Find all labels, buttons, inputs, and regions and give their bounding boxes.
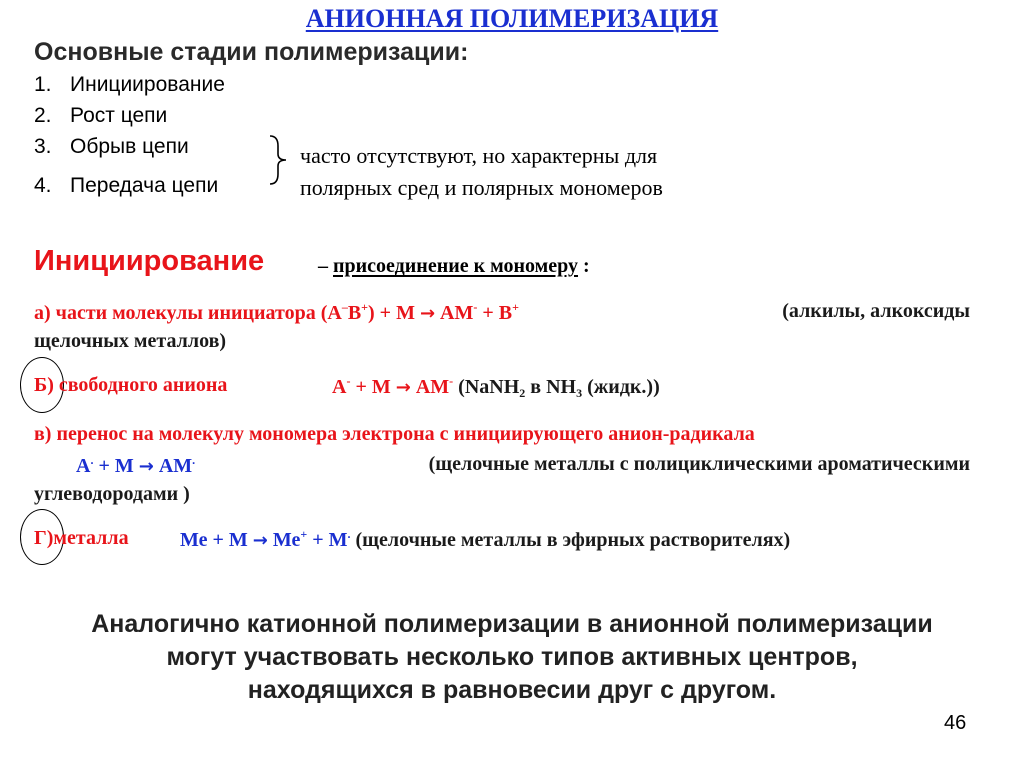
slide-title: АНИОННАЯ ПОЛИМЕРИЗАЦИЯ — [305, 4, 719, 33]
eq-part: А — [76, 455, 91, 477]
stage-label: Рост цепи — [70, 104, 168, 127]
note-part: в NH — [525, 376, 577, 398]
eq-part: Ме + М — [180, 529, 248, 551]
initiation-heading: Инициирование — [34, 245, 265, 277]
item-c-line3: углеводородами ) — [34, 483, 190, 505]
subscript: 2 — [519, 386, 526, 400]
arrow-right-icon: → — [419, 303, 436, 324]
stage-label: Инициирование — [70, 73, 225, 96]
colon: : — [578, 255, 590, 277]
item-b-equation: А- + М → АМ- (NaNH$_2$ в $NH_3$ (жидк.)) — [332, 374, 660, 400]
item-d-equation: Ме + М → Ме+ + М. (щелочные металлы в эфирных растворителях) — [180, 527, 791, 551]
item-a-line2: щелочных металлов) — [34, 330, 227, 352]
item-d-text: металла — [53, 527, 129, 549]
charge-plus: + — [361, 300, 369, 314]
brace-note — [300, 140, 663, 204]
note-part: (жидк.)) — [582, 376, 660, 398]
eq-part: + М — [93, 455, 134, 477]
item-a-text: а) части молекулы инициатора (А — [34, 302, 342, 324]
dash: – — [318, 255, 333, 277]
subscript: 3 — [576, 386, 583, 400]
eq-part: А — [332, 376, 347, 398]
initiation-definition — [318, 255, 590, 278]
arrow-right-icon: → — [395, 377, 411, 398]
item-d-note: (щелочные металлы в эфирных растворителях) — [355, 529, 791, 551]
item-c-line2: А. + М → АМ. (щелочные металлы с полициклическими ароматическими — [76, 453, 970, 477]
item-b-label: Б) — [34, 374, 54, 396]
conclusion-line: могут участвовать несколько типов активных центров, — [166, 643, 858, 671]
conclusion-text — [0, 608, 1024, 707]
curly-brace-icon — [264, 134, 294, 186]
item-a-line1: а) части молекулы инициатора (А–В+) + М → АМ- + В+ (алкилы, алкоксиды — [34, 300, 970, 324]
eq-part: Ме — [272, 529, 301, 551]
item-d-line — [34, 527, 129, 550]
item-b-text: свободного аниона — [53, 374, 228, 396]
arrow-right-icon: → — [138, 456, 154, 477]
stage-item-1 — [34, 73, 225, 97]
item-a-note: (алкилы, алкоксиды — [782, 300, 970, 322]
charge-minus: – — [341, 300, 348, 314]
stage-number: 2. — [34, 104, 52, 127]
eq-part: + М — [350, 376, 391, 398]
stage-label: Передача цепи — [70, 174, 219, 197]
item-a-eq: ) + М — [368, 302, 415, 324]
item-c-note: (щелочные металлы с полициклическими ароматическими — [428, 453, 970, 475]
eq-part: + М — [307, 529, 348, 551]
stage-number: 1. — [34, 73, 52, 96]
item-a-eq: АМ — [440, 302, 474, 324]
conclusion-line: Аналогично катионной полимеризации в анионной полимеризации — [91, 610, 933, 638]
brace-note-line: часто отсутствуют, но характерны для — [300, 143, 658, 168]
item-a-eq: + В — [477, 302, 513, 324]
stage-number: 4. — [34, 174, 52, 197]
definition-text: присоединение к мономеру — [333, 255, 579, 277]
conclusion-line: находящихся в равновесии друг с другом. — [247, 676, 777, 704]
item-b-line — [34, 374, 227, 397]
item-a-b: В — [347, 302, 362, 324]
stage-item-3 — [34, 135, 189, 159]
eq-part: АМ — [158, 455, 193, 477]
item-d-label: Г) — [34, 527, 54, 549]
note-part: (NaNH — [458, 376, 520, 398]
stage-number: 3. — [34, 135, 52, 158]
stage-item-2 — [34, 104, 167, 128]
arrow-right-icon: → — [252, 530, 268, 551]
eq-part: АМ — [415, 376, 450, 398]
stage-item-4 — [34, 174, 218, 198]
stages-heading: Основные стадии полимеризации: — [34, 38, 469, 66]
item-c-line1: в) перенос на молекулу мономера электрона с инициирующего анион-радикала — [34, 423, 755, 445]
stage-label: Обрыв цепи — [70, 135, 189, 158]
page-number: 46 — [944, 712, 967, 734]
brace-note-line: полярных сред и полярных мономеров — [300, 175, 663, 200]
